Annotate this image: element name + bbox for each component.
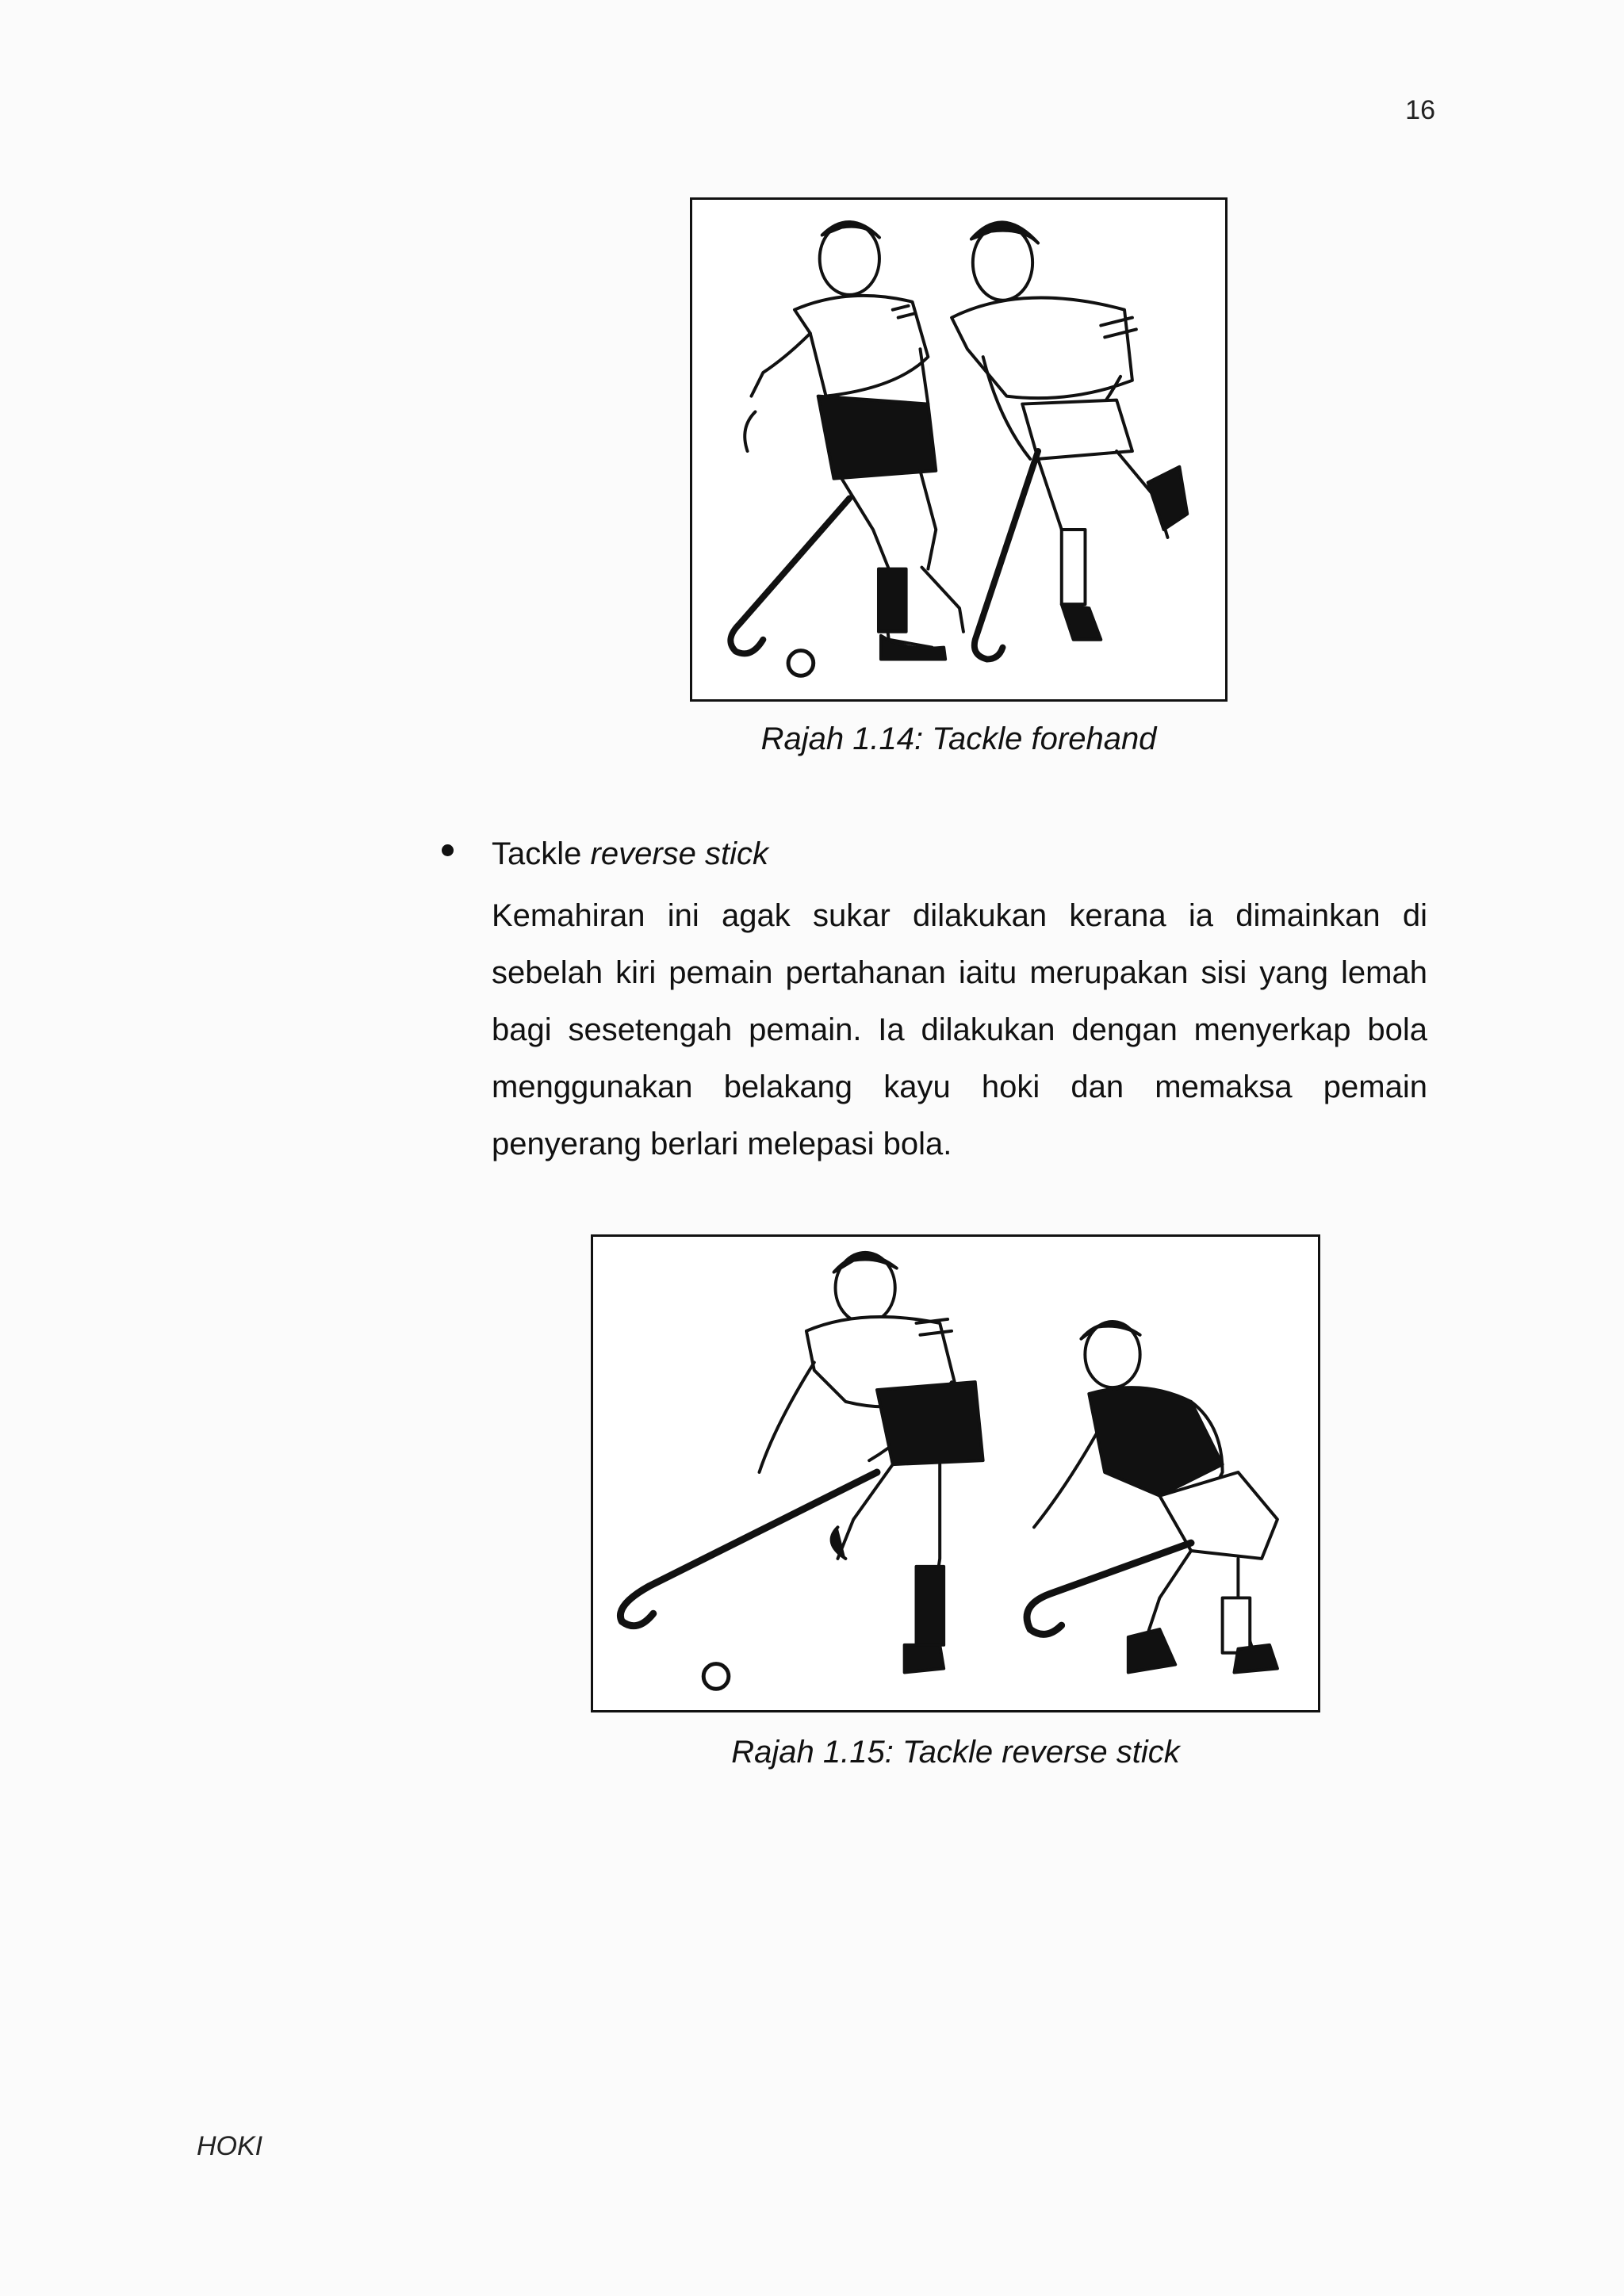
figure-tackle-reverse-stick: [591, 1234, 1320, 1712]
right-player-figure: [952, 222, 1187, 639]
left-stick: [730, 498, 849, 653]
attacker-figure: [759, 1253, 982, 1673]
defender-figure: [1034, 1322, 1277, 1673]
heading-italic: reverse stick: [590, 836, 769, 871]
paragraph-line: Kemahiran ini agak sukar dilakukan kerana ia dimainkan di: [492, 898, 1427, 933]
paragraph-line: menggunakan belakang kayu hoki dan memaksa pemain: [492, 1070, 1427, 1104]
paragraph-line: sebelah kiri pemain pertahanan iaitu merupakan sisi yang lemah: [492, 955, 1427, 990]
figure-caption-1-14: Rajah 1.14: Tackle forehand: [760, 721, 1157, 756]
page-number: 16: [1405, 95, 1435, 125]
bullet-icon: [442, 844, 454, 856]
figure-caption-1-15: Rajah 1.15: Tackle reverse stick: [731, 1735, 1180, 1770]
ball: [788, 651, 814, 676]
bullet-heading: [492, 836, 768, 872]
figure-tackle-forehand: [690, 197, 1228, 702]
left-player-figure: [745, 222, 963, 660]
paragraph-line: bagi sesetengah pemain. Ia dilakukan dengan menyerkap bola: [492, 1012, 1427, 1047]
tackle-reverse-stick-illustration: [593, 1237, 1318, 1710]
bullet-paragraph: [492, 887, 1427, 1173]
paragraph-line: penyerang berlari melepasi bola.: [492, 1127, 952, 1161]
footer-title: HOKI: [197, 2131, 263, 2161]
heading-plain: Tackle: [492, 836, 582, 871]
tackle-forehand-illustration: [692, 200, 1225, 699]
ball: [703, 1664, 729, 1689]
right-stick: [975, 451, 1038, 660]
